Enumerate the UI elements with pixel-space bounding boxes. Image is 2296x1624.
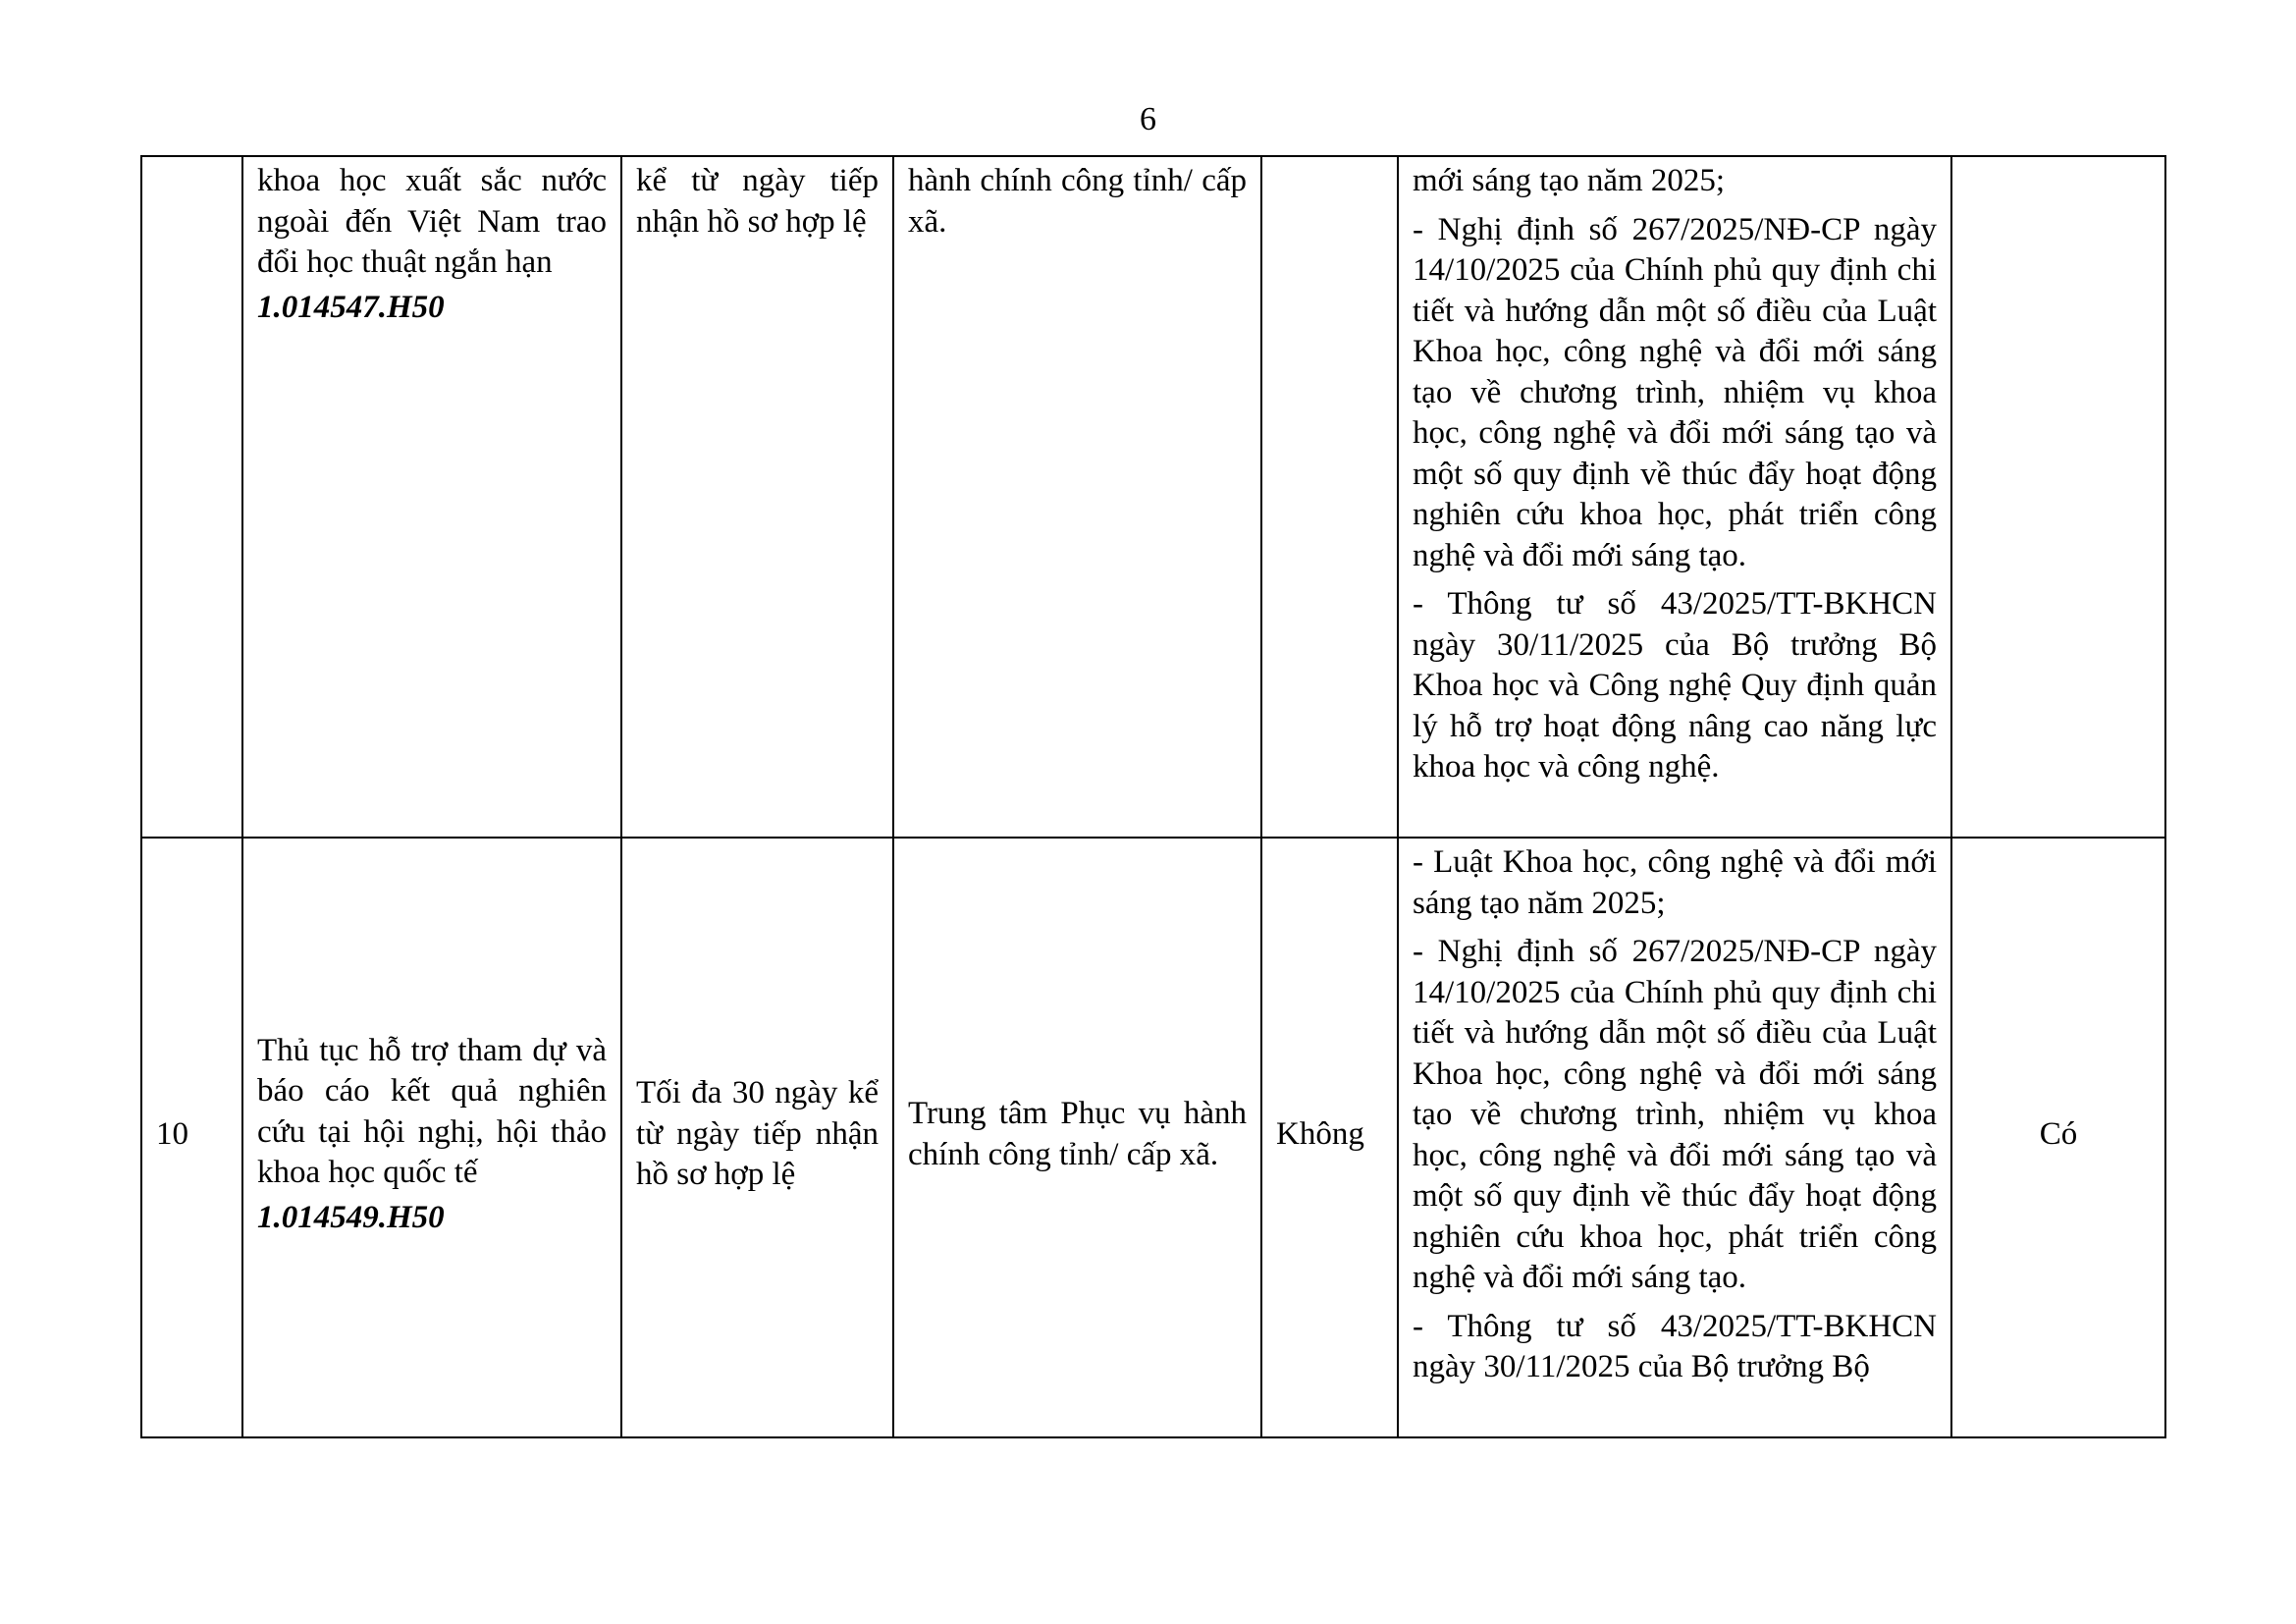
fee-cell: Không <box>1261 838 1398 1437</box>
stt-cell: 10 <box>141 838 242 1437</box>
fee-cell <box>1261 156 1398 838</box>
procedures-table <box>140 155 2166 1438</box>
procedure-name-cell <box>242 156 621 838</box>
page-number: 6 <box>1140 101 1156 137</box>
place-cell: hành chính công tỉnh/ cấp xã. <box>893 156 1261 838</box>
stt-cell <box>141 156 242 838</box>
table-row <box>141 156 2165 838</box>
procedure-code: 1.014547.H50 <box>257 289 445 325</box>
table-row <box>141 838 2165 1437</box>
legal-basis-item: mới sáng tạo năm 2025; <box>1413 163 1726 198</box>
legal-basis-item: - Luật Khoa học, công nghệ và đổi mới sáng tạo năm 2025; <box>1413 844 1937 921</box>
online-cell: Có <box>1951 838 2165 1437</box>
online-cell <box>1951 156 2165 838</box>
processing-time-cell: kể từ ngày tiếp nhận hồ sơ hợp lệ <box>621 156 893 838</box>
procedure-name-cell <box>242 838 621 1437</box>
procedure-code: 1.014549.H50 <box>257 1199 445 1235</box>
legal-basis-cell <box>1398 156 1951 838</box>
legal-basis-cell <box>1398 838 1951 1437</box>
processing-time-cell: Tối đa 30 ngày kể từ ngày tiếp nhận hồ sơ hợp lệ <box>621 838 893 1437</box>
procedure-name: khoa học xuất sắc nước ngoài đến Việt Nam trao đổi học thuật ngắn hạn <box>257 163 607 280</box>
legal-basis-item: - Thông tư số 43/2025/TT-BKHCN ngày 30/11/2025 của Bộ trưởng Bộ Khoa học và Công nghệ Quy định quản lý hỗ trợ hoạt động nâng cao năng lực khoa học và công nghệ. <box>1413 586 1937 785</box>
legal-basis-item: - Thông tư số 43/2025/TT-BKHCN ngày 30/11/2025 của Bộ trưởng Bộ <box>1413 1308 1937 1384</box>
procedure-name: Thủ tục hỗ trợ tham dự và báo cáo kết quả nghiên cứu tại hội nghị, hội thảo khoa học quốc tế <box>257 1032 607 1191</box>
legal-basis-item: - Nghị định số 267/2025/NĐ-CP ngày 14/10/2025 của Chính phủ quy định chi tiết và hướng dẫn một số điều của Luật Khoa học, công nghệ và đổi mới sáng tạo về chương trình, nhiệm vụ khoa học, công nghệ và đổi mới sáng tạo và một số quy định về thúc đẩy hoạt động nghiên cứu khoa học, phát triển công nghệ và đổi mới sáng tạo. <box>1413 211 1937 573</box>
place-cell: Trung tâm Phục vụ hành chính công tỉnh/ cấp xã. <box>893 838 1261 1437</box>
legal-basis-item: - Nghị định số 267/2025/NĐ-CP ngày 14/10/2025 của Chính phủ quy định chi tiết và hướng dẫn một số điều của Luật Khoa học, công nghệ và đổi mới sáng tạo về chương trình, nhiệm vụ khoa học, công nghệ và đổi mới sáng tạo và một số quy định về thúc đẩy hoạt động nghiên cứu khoa học, phát triển công nghệ và đổi mới sáng tạo. <box>1413 934 1937 1295</box>
